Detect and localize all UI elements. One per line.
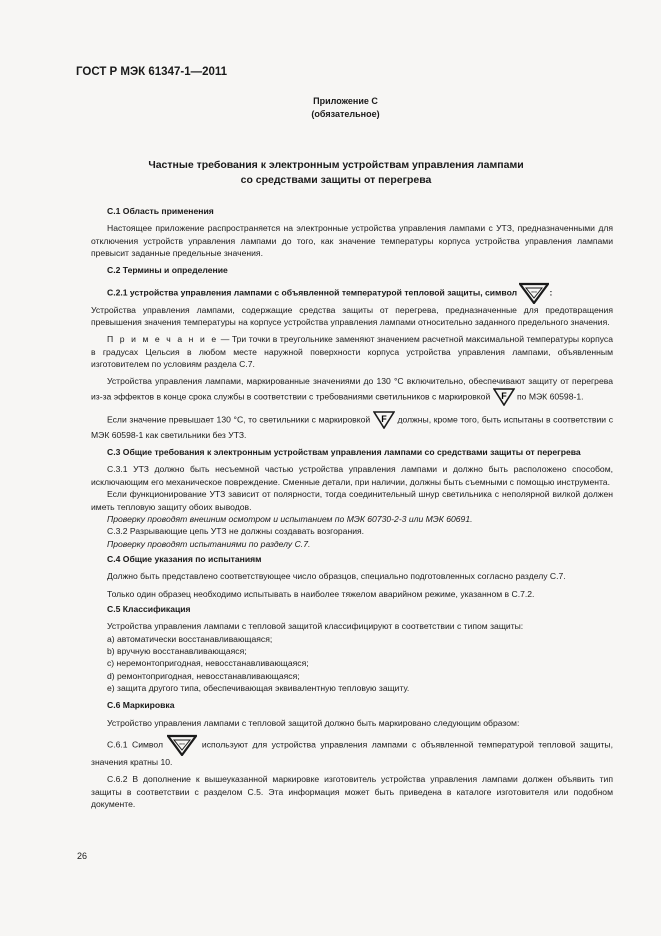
f-mark-triangle-icon [493,388,515,406]
section-c4-heading: С.4 Общие указания по испытаниям [107,553,262,564]
annex-title: Приложение С [313,96,378,106]
section-c1-text: Настоящее приложение распространяется на электронные устройства управления лампами с УТЗ, предназначенными для отключения устройств управления лампами до того, как значение температуры корпуса устройства управления лампами превысит заданные предельные значения. [91,223,613,259]
term-c21 [91,282,613,304]
term-c21-definition: Устройства управления лампами, содержащие средства защиты от перегрева, предназначенные для предотвращения превышения значения температуры на корпусе устройства управления лампами относительно заданного предельного значения. [91,304,613,328]
f-mark-triangle-icon [373,411,395,429]
section-c3-heading: С.3 Общие требования к электронным устройствам управления лампами со средствами защиты от перегрева [107,447,581,458]
classification-item: a) автоматически восстанавливающаяся; [107,633,273,644]
annex-heading [0,95,661,121]
section-c6-paragraph-1 [91,734,613,768]
term-c21-colon: : [549,286,553,297]
section-c2-paragraph-1-text: Устройства управления лампами, маркированные значениями до 130 °С включительно, обеспечивают защиту от перегрева из-за эффектов в конце срока службы в соответствии с требованиями светильников с маркировкой [91,376,613,402]
thermal-protection-triangle-icon [519,282,549,304]
section-c2-paragraph-1 [91,375,613,405]
main-title [78,158,594,188]
section-c3-paragraph-3: С.3.2 Разрывающие цепь УТЗ не должны создавать возгорания. [107,526,365,537]
thermal-protection-triangle-icon [167,734,197,756]
section-c4-paragraph-1: Должно быть представлено соответствующее число образцов, специально подготовленных согласно разделу С.7. [107,571,566,582]
section-c6-heading: С.6 Маркировка [107,700,175,711]
section-c6-paragraph-1-start: С.6.1 Символ [107,739,163,750]
f-mark-letter: F [381,413,387,424]
section-c2-heading: С.2 Термины и определение [107,265,228,276]
note-label: П р и м е ч а н и е [107,334,219,345]
section-c2-paragraph-2 [91,411,613,441]
term-c21-text: С.2.1 устройства управления лампами с объявленной температурой тепловой защиты, символ [107,286,518,297]
thermal-symbol-dots: ... [531,287,538,295]
f-mark-letter: F [500,390,507,401]
document-body [91,202,613,810]
main-title-line-2: со средствами защиты от перегрева [240,174,432,186]
section-c2-paragraph-2-start: Если значение превышает 130 °С, то светильники с маркировкой [107,414,371,425]
section-c6-intro: Устройство управления лампами с тепловой защитой должно быть маркировано следующим образом: [107,717,520,728]
section-c3-paragraph-2: Если функционирование УТЗ зависит от полярности, тогда соединительный шнур светильника с неполярной вилкой должен иметь тепловую защиту обоих выводов. [91,489,613,512]
document-code: ГОСТ Р МЭК 61347-1—2011 [76,66,228,78]
thermal-symbol-dots: ... [179,739,186,747]
section-c4-paragraph-2: Только один образец необходимо испытывать в наиболее тяжелом аварийном режиме, указанном в С.7.2. [107,588,535,599]
page-number: 26 [77,851,88,861]
classification-item: d) ремонтопригодная, невосстанавливающаяся; [107,670,300,681]
section-c5-heading: С.5 Классификация [107,603,191,614]
section-c3-check-1: Проверку проводят внешним осмотром и испытанием по МЭК 60730-2-3 или МЭК 60691. [107,513,473,524]
main-title-line-1: Частные требования к электронным устройствам управления лампами [148,159,524,171]
section-c5-intro: Устройства управления лампами с тепловой защитой классифицируют в соответствии с типом защиты: [107,621,524,632]
section-c6-paragraph-1-end: используют для устройства управления лампами с объявленной температурой тепловой защиты, значения кратны 10. [91,739,613,767]
classification-item: b) вручную восстанавливающаяся; [107,645,247,656]
section-c6-paragraph-2: С.6.2 В дополнение к вышеуказанной маркировке изготовитель устройства управления лампами должен объявить тип защиты в соответствии с разделом С.5. Эта информация может быть приведена в каталоге изготовителя или подобном документе. [91,774,613,810]
section-c2-paragraph-1-end: по МЭК 60598-1. [514,391,584,402]
classification-item: c) неремонтопригодная, невосстанавливающаяся; [107,658,309,669]
section-c1-heading: С.1 Область применения [107,206,214,216]
note-c21 [91,333,613,370]
section-c3-paragraph-1: С.3.1 УТЗ должно быть несъемной частью устройства управления лампами и должно быть расположено способом, исключающим его механическое повреждение. Сменные детали, при наличии, должны быть съемными с помощью инструмента. [91,464,613,487]
section-c3-check-2: Проверку проводят испытаниями по разделу С.7. [107,538,311,549]
note-text: — Три точки в треугольнике заменяют значением расчетной максимальной температуры корпуса в градусах Цельсия в любом месте наружной поверхности корпуса устройства управления лампами, объявленным изготовителем по условиям раздела С.7. [91,334,613,370]
classification-item: e) защита другого типа, обеспечивающая эквивалентную тепловую защиту. [107,682,410,693]
section-c2-paragraph-2-end: должны, кроме того, быть испытаны в соответствии с МЭК 60598-1 как светильники без УТЗ. [91,414,614,440]
annex-status: (обязательное) [311,109,380,119]
